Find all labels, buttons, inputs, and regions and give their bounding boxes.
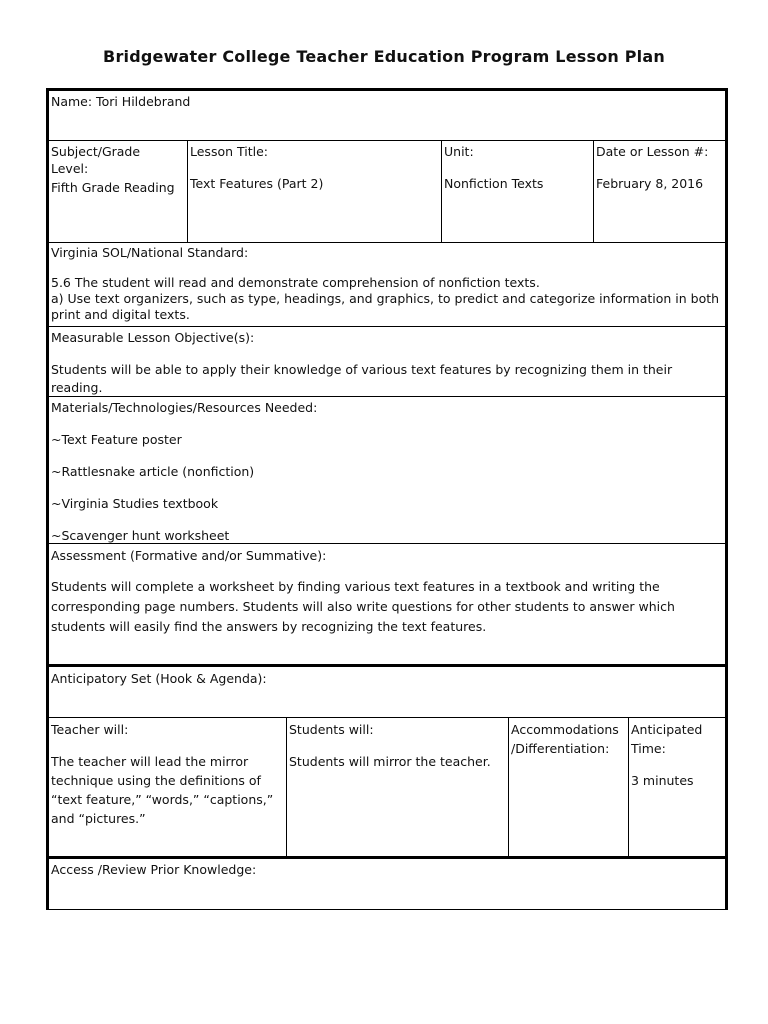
teacher-cell (49, 718, 286, 856)
objective-text: Students will be able to apply their knowledge of various text features by recognizing them in their reading. (51, 362, 673, 395)
accommodations-label: Accommodations /Differentiation: (511, 722, 619, 756)
date-value: February 8, 2016 (596, 176, 704, 191)
unit-label: Unit: (444, 144, 474, 159)
subject-grade-cell (49, 141, 187, 242)
objective-row (49, 327, 725, 397)
materials-item: ~Rattlesnake article (nonfiction) (51, 464, 255, 479)
sol-standard: 5.6 The student will read and demonstrate comprehension of nonfiction texts. (51, 275, 540, 290)
materials-label: Materials/Technologies/Resources Needed: (51, 400, 318, 415)
anticipatory-label: Anticipatory Set (Hook & Agenda): (51, 671, 267, 686)
access-row (49, 859, 725, 910)
date-label: Date or Lesson #: (596, 144, 709, 159)
materials-item: ~Scavenger hunt worksheet (51, 528, 230, 543)
access-label: Access /Review Prior Knowledge: (51, 862, 257, 877)
sol-substandard: a) Use text organizers, such as type, headings, and graphics, to predict and categorize information in both print and digital texts. (51, 291, 720, 322)
students-text: Students will mirror the teacher. (289, 754, 491, 769)
materials-row (49, 397, 725, 544)
assessment-label: Assessment (Formative and/or Summative): (51, 548, 327, 563)
time-value: 3 minutes (631, 773, 694, 788)
objective-label: Measurable Lesson Objective(s): (51, 330, 255, 345)
students-cell (286, 718, 508, 856)
lesson-title-label: Lesson Title: (190, 144, 269, 159)
unit-value: Nonfiction Texts (444, 176, 544, 191)
unit-cell (441, 141, 593, 242)
sol-row (49, 243, 725, 327)
sol-label: Virginia SOL/National Standard: (51, 245, 249, 260)
materials-item: ~Text Feature poster (51, 432, 182, 447)
info-row (49, 141, 725, 243)
time-cell (628, 718, 725, 856)
subject-grade-label: Subject/Grade Level: (51, 144, 141, 176)
activity-row (49, 718, 725, 859)
assessment-text: Students will complete a worksheet by finding various text features in a textbook and writing the corresponding page numbers. Students will also write questions for other students to answer which students will easily find the answers by recognizing the text features. (51, 579, 675, 634)
lesson-title-cell (187, 141, 441, 242)
time-label: Anticipated Time: (631, 722, 703, 756)
assessment-row (49, 544, 725, 667)
subject-grade-value: Fifth Grade Reading (51, 180, 175, 195)
students-label: Students will: (289, 722, 374, 737)
lesson-title-value: Text Features (Part 2) (190, 176, 324, 191)
accommodations-cell (508, 718, 628, 856)
lesson-plan-table (46, 88, 728, 910)
anticipatory-row (49, 667, 725, 718)
document-title: Bridgewater College Teacher Education Program Lesson Plan (103, 47, 665, 66)
materials-item: ~Virginia Studies textbook (51, 496, 219, 511)
date-cell (593, 141, 725, 242)
teacher-text: The teacher will lead the mirror technique using the definitions of “text feature,” “words,” “captions,” and “pictures.” (51, 754, 274, 826)
teacher-label: Teacher will: (51, 722, 129, 737)
name-field: Name: Tori Hildebrand (51, 94, 191, 109)
name-row (49, 91, 725, 141)
